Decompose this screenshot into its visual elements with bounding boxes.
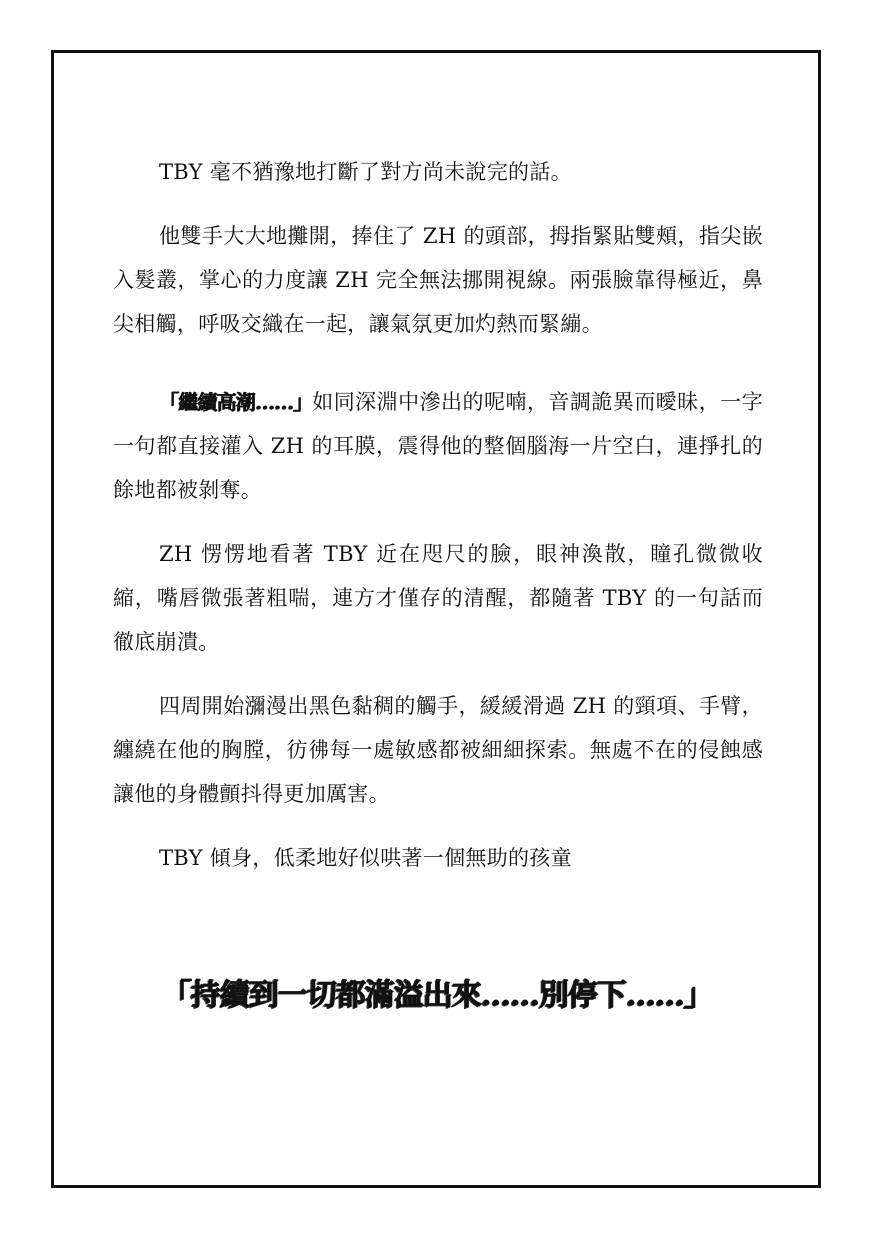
whisper-quote: 「繼續高潮……」 [159,390,313,414]
closing-quote: 「持續到一切都滿溢出來……別停下……」 [161,978,713,1013]
paragraph-6-text: TBY 傾身，低柔地好似哄著一個無助的孩童 [159,846,572,870]
paragraph-5-text: 四周開始瀰漫出黑色黏稠的觸手，緩緩滑過 ZH 的頸項、手臂，纏繞在他的胸膛，彷彿每一處敏感都被細細探索。無處不在的侵蝕感讓他的身體顫抖得更加厲害。 [113,694,763,806]
paragraph-5 [113,684,763,816]
story-text [113,150,763,900]
paragraph-6 [113,836,763,880]
paragraph-3-text: 如同深淵中滲出的呢喃，音調詭異而曖昧，一字一句都直接灌入 ZH 的耳膜，震得他的整個腦海一片空白，連掙扎的餘地都被剝奪。 [113,390,763,502]
paragraph-3 [113,380,763,512]
paragraph-1-text: TBY 毫不猶豫地打斷了對方尚未說完的話。 [159,160,572,184]
paragraph-4 [113,532,763,664]
paragraph-2-text: 他雙手大大地攤開，捧住了 ZH 的頭部，拇指緊貼雙頰，指尖嵌入髮叢，掌心的力度讓 ZH 完全無法挪開視線。兩張臉靠得極近，鼻尖相觸，呼吸交織在一起，讓氣氛更加灼熱而緊繃。 [113,224,763,336]
paragraph-1 [113,150,763,194]
paragraph-4-text: ZH 愣愣地看著 TBY 近在咫尺的臉，眼神渙散，瞳孔微微收縮，嘴唇微張著粗喘，連方才僅存的清醒，都隨著 TBY 的一句話而徹底崩潰。 [113,542,763,654]
paragraph-2 [113,214,763,346]
